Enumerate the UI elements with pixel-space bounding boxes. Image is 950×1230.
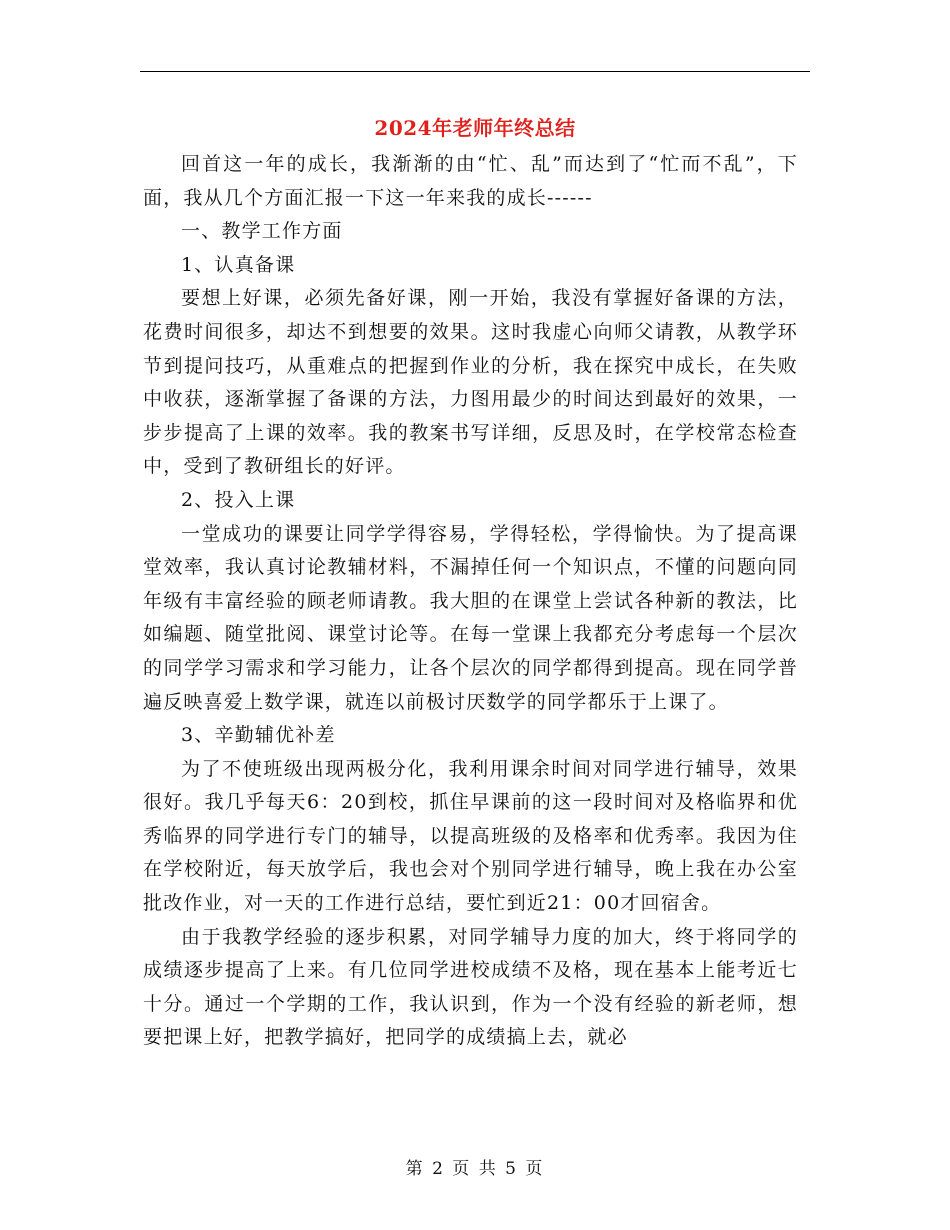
- paragraph-intro: 回首这一年的成长，我渐渐的由“忙、乱”而达到了“忙而不乱”，下面，我从几个方面汇报一下这一年来我的成长------: [143, 153, 798, 209]
- subheading-tutoring: 3、辛勤辅优补差: [181, 724, 336, 747]
- paragraph-results: 由于我教学经验的逐步积累，对同学辅导力度的加大，终于将同学的成绩逐步提高了上来。有几位同学进校成绩不及格，现在基本上能考近七十分。通过一个学期的工作，我认识到，作为一个没有经验的新老师，想要把课上好，把教学搞好，把同学的成绩搞上去，就必: [143, 925, 798, 1049]
- paragraph-class: 一堂成功的课要让同学学得容易，学得轻松，学得愉快。为了提高课堂效率，我认真讨论教辅材料，不漏掉任何一个知识点，不懂的问题向同年级有丰富经验的顾老师请教。我大胆的在课堂上尝试各种新的教法，比如编题、随堂批阅、课堂讨论等。在每一堂课上我都充分考虑每一个层次的同学学习需求和学习能力，让各个层次的同学都得到提高。现在同学普遍反映喜爱上数学课，就连以前极讨厌数学的同学都乐于上课了。: [143, 522, 798, 713]
- header-rule: [140, 71, 810, 72]
- page-number: 第 2 页 共 5 页: [405, 1159, 545, 1179]
- document-body: [143, 148, 798, 1055]
- paragraph-tutoring: 为了不使班级出现两极分化，我利用课余时间对同学进行辅导，效果很好。我几乎每天6：20到校，抓住早课前的这一段时间对及格临界和优秀临界的同学进行专门的辅导，以提高班级的及格率和优秀率。我因为住在学校附近，每天放学后，我也会对个别同学进行辅导，晚上我在办公室批改作业，对一天的工作进行总结，要忙到近21：00才回宿舍。: [143, 757, 798, 915]
- subheading-lesson-prep: 1、认真备课: [181, 253, 296, 276]
- document-title: 2024年老师年终总结: [374, 116, 576, 140]
- paragraph-lesson-prep: 要想上好课，必须先备好课，刚一开始，我没有掌握好备课的方法，花费时间很多，却达不到想要的效果。这时我虚心向师父请教，从教学环节到提问技巧，从重难点的把握到作业的分析，我在探究中成长，在失败中收获，逐渐掌握了备课的方法，力图用最少的时间达到最好的效果，一步步提高了上课的效率。我的教案书写详细，反思及时，在学校常态检查中，受到了教研组长的好评。: [143, 287, 798, 478]
- section-heading-teaching: 一、教学工作方面: [181, 220, 343, 243]
- subheading-class: 2、投入上课: [181, 488, 296, 511]
